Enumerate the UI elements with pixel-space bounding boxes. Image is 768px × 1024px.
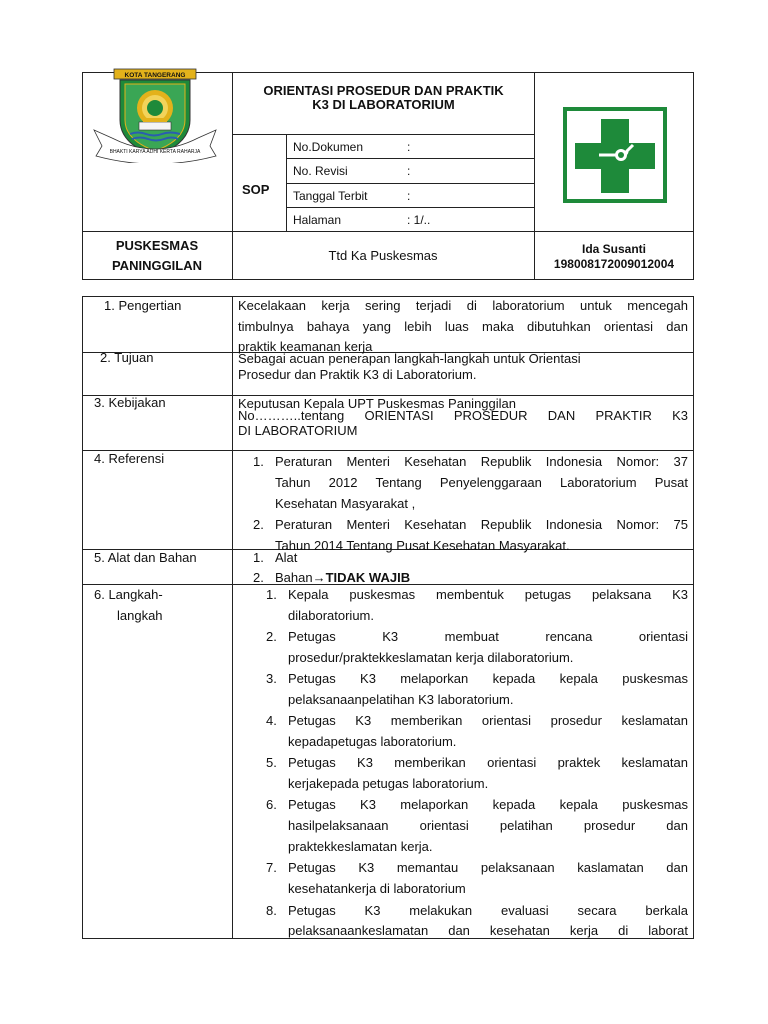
referensi-line: Peraturan Menteri Kesehatan Republik Indonesia Nomor: 75 — [275, 517, 688, 532]
org-name-line2: PANINGGILAN — [111, 258, 203, 273]
step-line: prosedur/praktekkeslamatan kerja dilaboratorium. — [288, 650, 574, 665]
body-divider — [232, 296, 233, 939]
pengertian-line: timbulnya bahaya yang lebih luas maka dibutuhkan orientasi dan — [238, 319, 688, 334]
pengertian-line: praktik keamanan kerja — [238, 339, 373, 354]
signature-label: Ttd Ka Puskesmas — [328, 248, 438, 263]
signer-name: Ida Susanti — [581, 242, 646, 256]
step-line: kerjakepada petugas laboratorium. — [288, 776, 489, 791]
step-line: Petugas K3 membuat rencana orientasi — [288, 629, 688, 644]
step-line: kepadapetugas laboratorium. — [288, 734, 457, 749]
step-number: 5. — [266, 755, 277, 770]
step-line: dilaboratorium. — [288, 608, 374, 623]
bahan-number: 2. — [253, 570, 264, 585]
header-divider — [232, 134, 534, 135]
step-number: 7. — [266, 860, 277, 875]
step-line: Petugas K3 memantau pelaksanaan kaslamatan dan — [288, 860, 688, 875]
referensi-line: Peraturan Menteri Kesehatan Republik Indonesia Nomor: 37 — [275, 454, 688, 469]
step-line: Petugas K3 memberikan orientasi prosedur keslamatan — [288, 713, 688, 728]
field-value-no-dokumen: : — [407, 140, 411, 154]
step-number: 4. — [266, 713, 277, 728]
step-number: 8. — [266, 903, 277, 918]
step-line: Kepala puskesmas membentuk petugas pelaksana K3 — [288, 587, 688, 602]
step-line: Petugas K3 melakukan evaluasi secara berkala — [288, 903, 688, 918]
bahan-item: Bahan→TIDAK WAJIB — [275, 570, 411, 585]
step-line: Petugas K3 memberikan orientasi praktek keslamatan — [288, 755, 688, 770]
sop-label: SOP — [242, 182, 270, 197]
referensi-number: 1. — [253, 454, 264, 469]
tujuan-line: Sebagai acuan penerapan langkah-langkah untuk Orientasi — [238, 351, 581, 366]
field-label-no-revisi: No. Revisi — [293, 164, 348, 178]
pengertian-line: Kecelakaan kerja sering terjadi di laboratorium untuk mencegah — [238, 298, 688, 313]
step-line: pelaksanaankeslamatan dan kesehatan kerja di laborat — [288, 923, 688, 938]
puskesmas-logo — [561, 107, 669, 203]
section-label-langkah: 6. Langkah- — [94, 587, 163, 602]
tujuan-line: Prosedur dan Praktik K3 di Laboratorium. — [238, 367, 477, 382]
referensi-number: 2. — [253, 517, 264, 532]
referensi-line: Tahun 2014 Tentang Pusat Kesehatan Masyarakat. — [275, 538, 570, 553]
referensi-line: Tahun 2012 Tentang Penyelenggaraan Laboratorium Pusat — [275, 475, 688, 490]
header-divider — [286, 183, 534, 184]
step-number: 6. — [266, 797, 277, 812]
step-number: 2. — [266, 629, 277, 644]
bahan-note: TIDAK WAJIB — [325, 570, 411, 585]
signer-nip: 198008172009012004 — [553, 257, 675, 271]
document-title-line2: K3 DI LABORATORIUM — [312, 97, 455, 112]
referensi-line: Kesehatan Masyarakat , — [275, 496, 416, 511]
kebijakan-line: Keputusan Kepala UPT Puskesmas Paninggilan — [238, 396, 516, 411]
section-label-kebijakan: 3. Kebijakan — [94, 395, 166, 410]
city-emblem-logo — [92, 68, 222, 163]
alat-item: Alat — [275, 550, 298, 565]
document-title-line1: ORIENTASI PROSEDUR DAN PRAKTIK — [263, 83, 504, 98]
field-label-tanggal-terbit: Tanggal Terbit — [293, 189, 368, 203]
section-label-langkah-cont: langkah — [117, 608, 163, 623]
org-name-line1: PUSKESMAS — [115, 238, 199, 253]
svg-text:BHAKTI KARYA ADHI KERTA RAHARJ: BHAKTI KARYA ADHI KERTA RAHARJA — [109, 149, 201, 155]
kebijakan-line: DI LABORATORIUM — [238, 423, 358, 438]
arrow-right-icon: → — [312, 570, 326, 585]
step-line: pelaksanaanpelatihan K3 laboratorium. — [288, 692, 514, 707]
field-label-halaman: Halaman — [293, 213, 342, 227]
section-label-referensi: 4. Referensi — [94, 451, 165, 466]
section-label-alat-bahan: 5. Alat dan Bahan — [94, 550, 197, 565]
section-label-tujuan: 2. Tujuan — [100, 350, 154, 365]
step-line: Petugas K3 melaporkan kepada kepala puskesmas — [288, 797, 688, 812]
step-line: hasilpelaksanaan orientasi pelatihan prosedur dan — [288, 818, 688, 833]
kebijakan-line: No………..tentang ORIENTASI PROSEDUR DAN PRAKTIR K3 — [238, 408, 688, 423]
alat-number: 1. — [253, 550, 264, 565]
step-number: 1. — [266, 587, 277, 602]
header-divider — [82, 231, 694, 232]
field-label-no-dokumen: No.Dokumen — [293, 140, 364, 154]
field-value-tanggal-terbit: : — [407, 189, 411, 203]
step-line: kesehatankerja di laboratorium — [288, 881, 466, 896]
field-value-halaman: : 1/.. — [407, 213, 431, 227]
section-label-pengertian: 1. Pengertian — [104, 298, 182, 313]
step-number: 3. — [266, 671, 277, 686]
step-line: Petugas K3 melaporkan kepada kepala puskesmas — [288, 671, 688, 686]
field-value-no-revisi: : — [407, 164, 411, 178]
header-divider — [286, 207, 534, 208]
step-line: praktekkeslamatan kerja. — [288, 839, 433, 854]
header-divider — [286, 158, 534, 159]
svg-text:KOTA TANGERANG: KOTA TANGERANG — [124, 72, 186, 79]
